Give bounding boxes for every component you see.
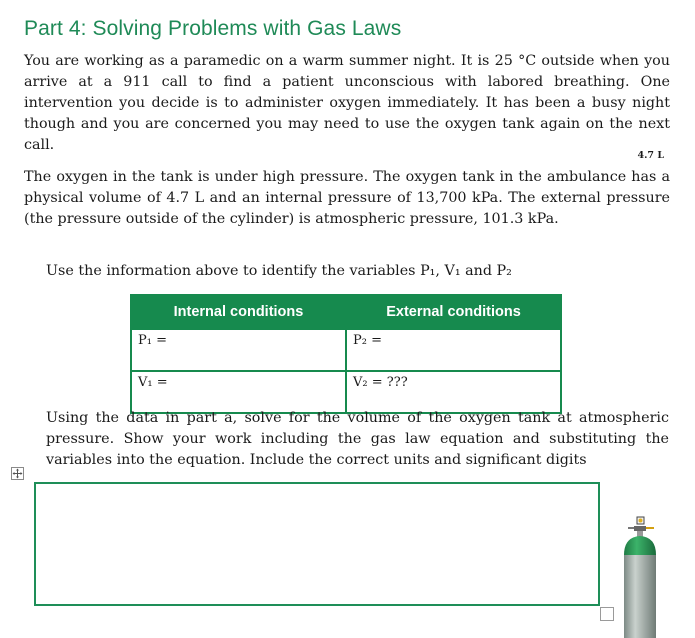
table-row bbox=[131, 329, 561, 371]
tank-volume-note: 4.7 L bbox=[637, 150, 664, 161]
v1-cell[interactable]: V₁ = bbox=[131, 371, 346, 413]
page-title: Part 4: Solving Problems with Gas Laws bbox=[24, 17, 402, 40]
v2-cell[interactable]: V₂ = ??? bbox=[346, 371, 561, 413]
variables-table bbox=[130, 294, 562, 414]
header-external-conditions: External conditions bbox=[346, 295, 561, 329]
problem-instructions: Using the data in part a, solve for the volume of the oxygen tank at atmospheric pressure. Show your work including the gas law equation and substituting the variables into the equation. Include the correct units and significant digits bbox=[46, 410, 669, 468]
answer-textbox[interactable] bbox=[34, 482, 600, 606]
header-internal-conditions: Internal conditions bbox=[131, 295, 346, 329]
instruction-text: Use the information above to identify the variables P₁, V₁ and P₂ bbox=[46, 263, 512, 279]
pressure-paragraph: The oxygen in the tank is under high pressure. The oxygen tank in the ambulance has a physical volume of 4.7 L and an internal pressure of 13,700 kPa. The external pressure (the pressure outside of the cylinder) is atmospheric pressure, 101.3 kPa. bbox=[24, 169, 670, 227]
table-row bbox=[131, 371, 561, 413]
p1-cell[interactable]: P₁ = bbox=[131, 329, 346, 371]
move-handle-icon[interactable] bbox=[11, 467, 24, 480]
oxygen-tank-icon bbox=[618, 515, 662, 638]
checkbox-icon[interactable] bbox=[600, 607, 614, 621]
scenario-paragraph: You are working as a paramedic on a warm summer night. It is 25 °C outside when you arrive at a 911 call to find a patient unconscious with labored breathing. One intervention you decide is to administer oxygen immediately. It has been a busy night though and you are concerned you may need to use the oxygen tank again on the next call. bbox=[24, 53, 670, 153]
p2-cell[interactable]: P₂ = bbox=[346, 329, 561, 371]
